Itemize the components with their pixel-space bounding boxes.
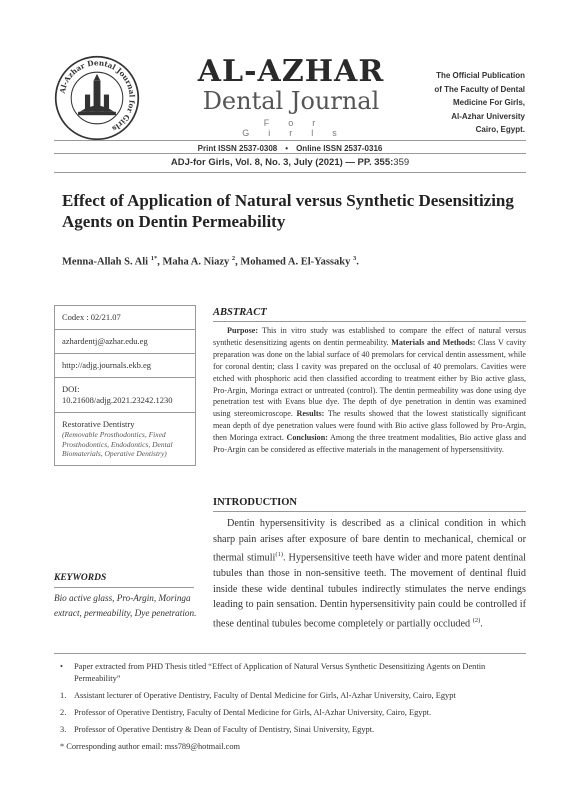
article-info-box xyxy=(54,305,196,466)
footnote-mark: 1. xyxy=(60,691,67,700)
publisher-line: Medicine For Girls, xyxy=(452,98,525,107)
print-issn: Print ISSN 2537-0308 xyxy=(197,144,278,153)
journal-tagline: For Girls xyxy=(242,118,356,138)
footnote-mark: 2. xyxy=(60,708,67,717)
keywords-heading: KEYWORDS xyxy=(54,573,107,583)
abstract-heading: ABSTRACT xyxy=(213,307,267,318)
footnote xyxy=(60,661,520,685)
journal-logo xyxy=(54,55,140,141)
svg-text:Al-Azhar Dental Journal for Gi: Al-Azhar Dental Journal for Girls xyxy=(57,58,137,134)
publisher-line: Al-Azhar University xyxy=(451,111,525,121)
author-name: Mohamed A. El-Yassaky xyxy=(240,256,351,268)
publisher-line: Cairo, Egypt. xyxy=(475,125,525,134)
section-label: Restorative Dentistry xyxy=(62,419,135,429)
issn-bar xyxy=(54,140,526,153)
methods-text: Class V cavity preparation was done on the labial surface of 40 premolars for cervical dentin assessment, while for coronal dentin; class I cavity was prepared on the occlusal of 40 premolars. Cavities were etched with phosphoric acid then classified according to treatment either by Bio active glass, Pro-Argin, Moringa extract or untreated (control). The dentin permeability was done using dye penetration test with Evans blue dye. The depth of dye penetration in dentin was examined using stereomicroscope. xyxy=(213,337,526,419)
author-affiliation-mark: 3 xyxy=(352,255,357,262)
footnote xyxy=(60,707,520,719)
citation-bar xyxy=(54,153,526,173)
introduction-body xyxy=(213,516,526,632)
author-list: Menna-Allah S. Ali $^{1*}$, Maha A. Niazy $^2$, Mohamed A. El-Yassaky $^3$. xyxy=(62,255,359,268)
footnote-text: Assistant lecturer of Operative Dentistry, Faculty of Dental Medicine for Girls, Al-Azhar University, Cairo, Egypt xyxy=(74,691,456,700)
methods-label: Materials and Methods: xyxy=(391,337,476,347)
citation-page-end: 359 xyxy=(393,157,410,168)
intro-text: . xyxy=(480,618,483,630)
journal-subtitle: Dental Journal xyxy=(202,87,380,115)
intro-text: Dentin hypersensitivity is described as a clinical condition in which sharp pain arises after exposure of bare dentin to mechanical, chemical or thermal stimuli xyxy=(213,518,526,564)
introduction-divider xyxy=(213,511,526,512)
author-name: Menna-Allah S. Ali xyxy=(62,256,149,268)
conclusion-text: Among the three treatment modalities, Bio active glass and Pro-Argin can be considered as effective materials in the management of hypersensitivity. xyxy=(213,433,526,455)
doi[interactable]: DOI: 10.21608/adjg.2021.23242.1230 xyxy=(55,378,195,413)
abstract-body xyxy=(213,325,526,456)
footnote-divider xyxy=(54,653,526,654)
codex: Codex : 02/21.07 xyxy=(55,306,195,330)
journal-masthead xyxy=(196,56,386,138)
article-title: Effect of Application of Natural versus Synthetic Desensitizing Agents on Dentin Permeability xyxy=(62,191,514,231)
keywords-divider xyxy=(54,587,194,588)
author-name: Maha A. Niazy xyxy=(162,256,230,268)
journal-email[interactable]: azhardentj@azhar.edu.eg xyxy=(55,330,195,354)
journal-url[interactable]: http://adjg.journals.ekb.eg xyxy=(55,354,195,378)
conclusion-label: Conclusion: xyxy=(286,433,328,443)
corresponding-author: * Corresponding author email: mss789@hotmail.com xyxy=(60,742,241,751)
results-label: Results: xyxy=(296,409,325,419)
footnote-mark: • xyxy=(60,662,63,671)
footnote-text: Paper extracted from PHD Thesis titled “Effect of Application of Natural Versus Synthetic Desensitizing Agents on Dentin Permeability” xyxy=(74,662,486,683)
footnote-text: Professor of Operative Dentistry & Dean of Faculty of Dentistry, Sinai University, Egypt. xyxy=(74,725,375,734)
section-description: (Removable Prosthodontics, Fixed Prosthodontics, Endodontics, Dental Biomaterials, Operative Dentistry) xyxy=(62,430,173,458)
intro-text: . Hypersensitive teeth have wider and more patent dentinal tubules than those in non-sensitive teeth. The movement of dentinal fluid inside these wide dentinal tubules indirectly stimulates the nerve endings leading to pain sensation. Dentin hypersensitivity pain could be controlled if these dentinal tubules become completely or partially occluded xyxy=(213,552,527,630)
footnotes xyxy=(60,661,520,753)
author-affiliation-mark: 2 xyxy=(231,255,236,262)
section-info xyxy=(55,413,195,465)
keywords-list: Bio active glass, Pro-Argin, Moringa extract, permeability, Dye penetration. xyxy=(54,593,197,619)
footnote xyxy=(60,690,520,702)
purpose-label: Purpose: xyxy=(227,326,259,335)
footnote-mark: 3. xyxy=(60,725,67,734)
separator-dot: • xyxy=(285,144,289,153)
publisher-line: of The Faculty of Dental xyxy=(434,84,525,94)
abstract-divider xyxy=(213,321,526,322)
footnote-text: Professor of Operative Dentistry, Faculty of Dental Medicine for Girls, Al-Azhar University, Cairo, Egypt. xyxy=(74,708,432,717)
reference-mark: (2) xyxy=(472,616,481,624)
publisher-line: The Official Publication xyxy=(436,71,525,80)
publisher-info xyxy=(415,69,525,137)
citation-text: ADJ-for Girls, Vol. 8, No. 3, July (2021) — PP. 355: xyxy=(170,157,394,168)
results-text: The results showed that the lowest statistically significant mean depth of dye penetration values were found with Bio active glass followed by Pro-Argin, then Moringa extract. xyxy=(213,409,526,443)
online-issn: Online ISSN 2537-0316 xyxy=(296,144,383,153)
footnote xyxy=(60,724,520,736)
introduction-heading: INTRODUCTION xyxy=(213,497,298,508)
author-affiliation-mark: 1* xyxy=(150,255,158,262)
reference-mark: (1) xyxy=(275,551,283,559)
purpose-text: This in vitro study was established to compare the effect of natural versus synthetic desensitizing agents on dentin permeability. xyxy=(213,326,526,347)
journal-main-title: AL-AZHAR xyxy=(197,54,385,89)
